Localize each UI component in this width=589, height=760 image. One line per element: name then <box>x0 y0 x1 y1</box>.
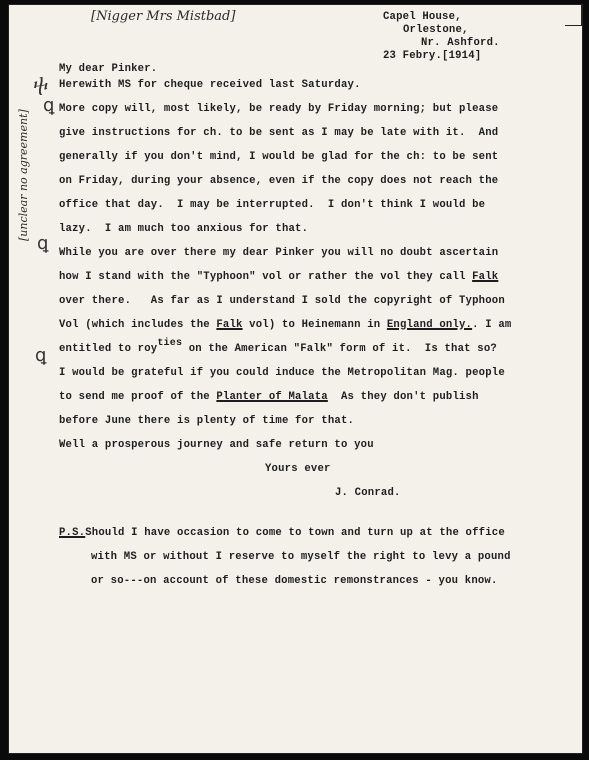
body-line-14-a: to send me proof of the <box>59 391 217 403</box>
closing: Yours ever <box>265 463 331 475</box>
falk-quoted: "Falk" <box>293 343 333 355</box>
body-line-9 <box>59 271 498 283</box>
margin-mark-2: ꝗ <box>43 95 55 116</box>
body-line-6: office that day. I may be interrupted. I don't think I would be <box>59 199 486 211</box>
body-line-9-text: how I stand with the "Typhoon" vol or rather the vol they call <box>59 271 473 283</box>
body-line-3: give instructions for ch. to be sent as I may be late with it. And <box>59 127 499 139</box>
body-line-4: generally if you don't mind, I would be glad for the ch: to be sent <box>59 151 499 163</box>
address-line-3: Nr. Ashford. <box>421 37 500 49</box>
date: 23 Febry.[1914] <box>383 50 482 62</box>
corner-frame <box>565 5 582 26</box>
ps-line-2: with MS or without I reserve to myself the right to levy a pound <box>91 551 511 563</box>
ps-line-1-text: Should I have occasion to come to town and turn up at the office <box>85 527 505 539</box>
england-only-underlined: England only. <box>386 319 473 331</box>
ties-insertion: ties <box>157 338 183 349</box>
signature: J. Conrad. <box>335 487 401 499</box>
body-line-7: lazy. I am much too anxious for that. <box>59 223 309 235</box>
margin-handwritten-note: [unclear no agreement] <box>17 109 30 241</box>
body-line-8: While you are over there my dear Pinker you will no doubt ascertain <box>59 247 499 259</box>
falk-underlined: Falk <box>472 271 499 283</box>
ps-line-1 <box>59 527 505 539</box>
body-line-16: Well a prosperous journey and safe return to you <box>59 439 374 451</box>
address-line-1: Capel House, <box>383 11 462 23</box>
address-line-2: Orlestone, <box>403 24 469 36</box>
top-handwritten-note: [Nigger Mrs Mistbad] <box>91 9 236 24</box>
salutation: My dear Pinker. <box>59 63 158 75</box>
body-line-12-c: form of it. Is that so? <box>333 343 497 355</box>
body-line-12-a: entitled to roy <box>59 343 158 355</box>
body-line-11-b: vol) to Heinemann in <box>242 319 387 331</box>
ps-label: P.S. <box>59 527 86 539</box>
planter-underlined: Planter of Malata <box>216 391 328 403</box>
body-line-1: Herewith MS for cheque received last Saturday. <box>59 79 361 91</box>
letter-page <box>8 4 583 754</box>
body-line-10: over there. As far as I understand I sold the copyright of Typhoon <box>59 295 505 307</box>
body-line-11-a: Vol (which includes the <box>59 319 217 331</box>
margin-mark-4: ꝗ <box>35 345 47 366</box>
margin-mark-3: ꝗ <box>37 233 49 254</box>
margin-mark-1: ⴕ <box>33 75 49 96</box>
body-line-12 <box>59 338 497 355</box>
body-line-5: on Friday, during your absence, even if the copy does not reach the <box>59 175 499 187</box>
body-line-14-b: As they don't publish <box>327 391 479 403</box>
body-line-2: More copy will, most likely, be ready by Friday morning; but please <box>59 103 499 115</box>
body-line-13: I would be grateful if you could induce the Metropolitan Mag. people <box>59 367 505 379</box>
body-line-14 <box>59 391 479 403</box>
body-line-12-b: on the American <box>182 343 294 355</box>
ps-line-3: or so---on account of these domestic remonstrances - you know. <box>91 575 498 587</box>
falk-underlined-2: Falk <box>216 319 243 331</box>
body-line-11-c: . I am <box>472 319 512 331</box>
body-line-11 <box>59 319 511 331</box>
body-line-15: before June there is plenty of time for that. <box>59 415 355 427</box>
